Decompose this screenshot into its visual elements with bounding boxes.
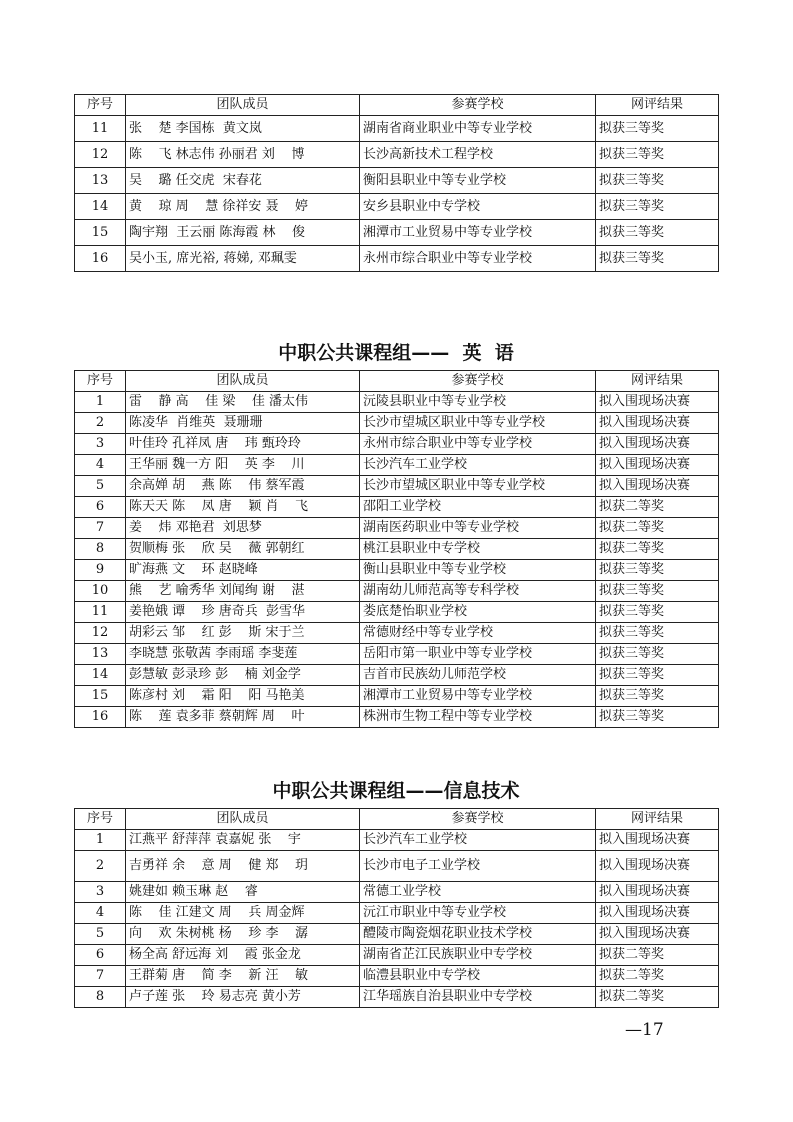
table-row [75,560,719,581]
table-row [75,476,719,497]
cell-result: 拟获二等奖 [596,966,719,987]
cell-school: 永州市综合职业中等专业学校 [360,434,596,455]
cell-result: 拟获三等奖 [596,168,719,194]
table-row [75,644,719,665]
cell-result: 拟入围现场决赛 [596,392,719,413]
cell-no: 14 [75,665,126,686]
cell-school: 湖南省芷江民族职业中专学校 [360,945,596,966]
cell-members: 陈 佳 江建文 周 兵 周金辉 [126,903,360,924]
header-result: 网评结果 [596,371,719,392]
cell-members: 向 欢 朱树桃 杨 珍 李 潺 [126,924,360,945]
cell-no: 4 [75,455,126,476]
section-title-it: 中职公共课程组——信息技术 [272,780,520,802]
cell-result: 拟获二等奖 [596,518,719,539]
cell-school: 长沙高新技术工程学校 [360,142,596,168]
cell-result: 拟获二等奖 [596,497,719,518]
header-members: 团队成员 [126,809,360,830]
table-row [75,903,719,924]
cell-members: 吴 璐 任交虎 宋春花 [126,168,360,194]
table-row [75,434,719,455]
cell-no: 13 [75,644,126,665]
cell-school: 长沙市望城区职业中等专业学校 [360,476,596,497]
cell-no: 16 [75,246,126,272]
header-result: 网评结果 [596,95,719,116]
cell-no: 7 [75,518,126,539]
cell-school: 邵阳工业学校 [360,497,596,518]
cell-no: 10 [75,581,126,602]
cell-school: 衡山县职业中等专业学校 [360,560,596,581]
table-body [75,830,719,1008]
cell-school: 长沙汽车工业学校 [360,830,596,851]
cell-result: 拟入围现场决赛 [596,924,719,945]
cell-result: 拟获三等奖 [596,686,719,707]
table-row [75,707,719,728]
cell-result: 拟获三等奖 [596,142,719,168]
results-table-continued [74,94,719,272]
cell-result: 拟获三等奖 [596,560,719,581]
cell-members: 彭慧敏 彭录珍 彭 楠 刘金学 [126,665,360,686]
cell-result: 拟入围现场决赛 [596,476,719,497]
cell-members: 贺顺梅 张 欣 吴 薇 郭朝红 [126,539,360,560]
cell-no: 15 [75,686,126,707]
header-members: 团队成员 [126,371,360,392]
table-row [75,623,719,644]
cell-members: 黄 琼 周 慧 徐祥安 聂 婷 [126,194,360,220]
header-no: 序号 [75,809,126,830]
cell-school: 湘潭市工业贸易中等专业学校 [360,686,596,707]
cell-members: 王华丽 魏一方 阳 英 李 川 [126,455,360,476]
table-header-row [75,371,719,392]
cell-result: 拟获三等奖 [596,602,719,623]
cell-no: 5 [75,476,126,497]
table-row [75,413,719,434]
header-school: 参赛学校 [360,371,596,392]
cell-result: 拟入围现场决赛 [596,903,719,924]
cell-result: 拟入围现场决赛 [596,413,719,434]
section-title-english: 中职公共课程组—— 英 语 [278,342,514,364]
table-row [75,924,719,945]
table-row [75,168,719,194]
cell-no: 11 [75,116,126,142]
header-no: 序号 [75,95,126,116]
table-row [75,581,719,602]
cell-school: 常德工业学校 [360,882,596,903]
cell-no: 14 [75,194,126,220]
cell-result: 拟获三等奖 [596,194,719,220]
cell-no: 6 [75,945,126,966]
cell-result: 拟获二等奖 [596,539,719,560]
header-school: 参赛学校 [360,95,596,116]
cell-members: 吴小玉, 席光裕, 蒋娣, 邓珮雯 [126,246,360,272]
table-row [75,851,719,882]
table-row [75,455,719,476]
cell-no: 16 [75,707,126,728]
cell-result: 拟获三等奖 [596,665,719,686]
cell-no: 4 [75,903,126,924]
cell-school: 娄底楚怡职业学校 [360,602,596,623]
cell-members: 陈天天 陈 凤 唐 颖 肖 飞 [126,497,360,518]
cell-no: 12 [75,142,126,168]
cell-members: 熊 艺 喻秀华 刘闻绚 谢 湛 [126,581,360,602]
table-row [75,602,719,623]
cell-no: 11 [75,602,126,623]
cell-members: 余高婵 胡 燕 陈 伟 蔡军霞 [126,476,360,497]
cell-result: 拟获三等奖 [596,644,719,665]
cell-result: 拟入围现场决赛 [596,455,719,476]
cell-school: 临澧县职业中专学校 [360,966,596,987]
table-row [75,246,719,272]
cell-members: 姚建如 赖玉琳 赵 睿 [126,882,360,903]
table-row [75,830,719,851]
cell-members: 旷海燕 文 环 赵晓峰 [126,560,360,581]
table-row [75,220,719,246]
cell-school: 湖南省商业职业中等专业学校 [360,116,596,142]
cell-members: 陈 飞 林志伟 孙丽君 刘 博 [126,142,360,168]
header-school: 参赛学校 [360,809,596,830]
cell-members: 李晓慧 张敬茜 李雨瑶 李斐莲 [126,644,360,665]
cell-school: 湖南医药职业中等专业学校 [360,518,596,539]
cell-members: 陈 莲 袁多菲 蔡朝辉 周 叶 [126,707,360,728]
cell-school: 衡阳县职业中等专业学校 [360,168,596,194]
cell-no: 2 [75,413,126,434]
cell-school: 安乡县职业中专学校 [360,194,596,220]
cell-result: 拟获二等奖 [596,945,719,966]
cell-no: 8 [75,987,126,1008]
cell-members: 陈凌华 肖维英 聂珊珊 [126,413,360,434]
cell-school: 常德财经中等专业学校 [360,623,596,644]
cell-members: 陶宇翔 王云丽 陈海霞 林 俊 [126,220,360,246]
cell-members: 雷 静 高 佳 梁 佳 潘太伟 [126,392,360,413]
cell-school: 永州市综合职业中等专业学校 [360,246,596,272]
cell-result: 拟入围现场决赛 [596,882,719,903]
cell-school: 沅江市职业中等专业学校 [360,903,596,924]
header-no: 序号 [75,371,126,392]
cell-no: 7 [75,966,126,987]
cell-no: 1 [75,392,126,413]
cell-result: 拟获三等奖 [596,623,719,644]
cell-no: 1 [75,830,126,851]
table-row [75,142,719,168]
cell-members: 江燕平 舒萍萍 袁嘉妮 张 宇 [126,830,360,851]
cell-members: 姜 炜 邓艳君 刘思梦 [126,518,360,539]
cell-result: 拟获三等奖 [596,581,719,602]
cell-no: 3 [75,882,126,903]
table-row [75,539,719,560]
cell-result: 拟获三等奖 [596,220,719,246]
table-row [75,392,719,413]
table-row [75,116,719,142]
table-row [75,665,719,686]
table-body [75,392,719,728]
cell-no: 3 [75,434,126,455]
cell-school: 长沙市电子工业学校 [360,851,596,882]
cell-members: 叶佳玲 孔祥凤 唐 玮 甄玲玲 [126,434,360,455]
cell-school: 醴陵市陶瓷烟花职业技术学校 [360,924,596,945]
cell-no: 6 [75,497,126,518]
cell-result: 拟获三等奖 [596,246,719,272]
cell-result: 拟入围现场决赛 [596,434,719,455]
table-row [75,194,719,220]
cell-school: 岳阳市第一职业中等专业学校 [360,644,596,665]
cell-members: 杨全高 舒远海 刘 霞 张金龙 [126,945,360,966]
table-row [75,945,719,966]
results-table-english [74,370,719,728]
cell-no: 8 [75,539,126,560]
table-row [75,518,719,539]
cell-no: 9 [75,560,126,581]
cell-school: 长沙汽车工业学校 [360,455,596,476]
results-table-it [74,808,719,1008]
cell-members: 吉勇祥 余 意 周 健 郑 玥 [126,851,360,882]
table-body [75,116,719,272]
cell-members: 姜艳娥 谭 珍 唐奇兵 彭雪华 [126,602,360,623]
cell-result: 拟入围现场决赛 [596,830,719,851]
cell-members: 胡彩云 邹 红 彭 斯 宋于兰 [126,623,360,644]
cell-school: 江华瑶族自治县职业中专学校 [360,987,596,1008]
table-row [75,686,719,707]
cell-school: 长沙市望城区职业中等专业学校 [360,413,596,434]
cell-members: 卢子莲 张 玲 易志亮 黄小芳 [126,987,360,1008]
cell-result: 拟获三等奖 [596,116,719,142]
table-row [75,987,719,1008]
cell-no: 15 [75,220,126,246]
cell-no: 5 [75,924,126,945]
table-row [75,497,719,518]
header-members: 团队成员 [126,95,360,116]
cell-school: 沅陵县职业中等专业学校 [360,392,596,413]
page-number: —17 [625,1020,664,1040]
header-result: 网评结果 [596,809,719,830]
cell-school: 湘潭市工业贸易中等专业学校 [360,220,596,246]
cell-school: 湖南幼儿师范高等专科学校 [360,581,596,602]
table-header-row [75,95,719,116]
cell-school: 株洲市生物工程中等专业学校 [360,707,596,728]
cell-school: 吉首市民族幼儿师范学校 [360,665,596,686]
cell-no: 13 [75,168,126,194]
table-row [75,882,719,903]
cell-school: 桃江县职业中专学校 [360,539,596,560]
cell-no: 12 [75,623,126,644]
cell-result: 拟获二等奖 [596,987,719,1008]
cell-result: 拟获三等奖 [596,707,719,728]
table-row [75,966,719,987]
cell-no: 2 [75,851,126,882]
table-header-row [75,809,719,830]
cell-members: 陈彦村 刘 霜 阳 阳 马艳美 [126,686,360,707]
cell-result: 拟入围现场决赛 [596,851,719,882]
cell-members: 张 楚 李国栋 黄文岚 [126,116,360,142]
cell-members: 王群菊 唐 简 李 新 汪 敏 [126,966,360,987]
